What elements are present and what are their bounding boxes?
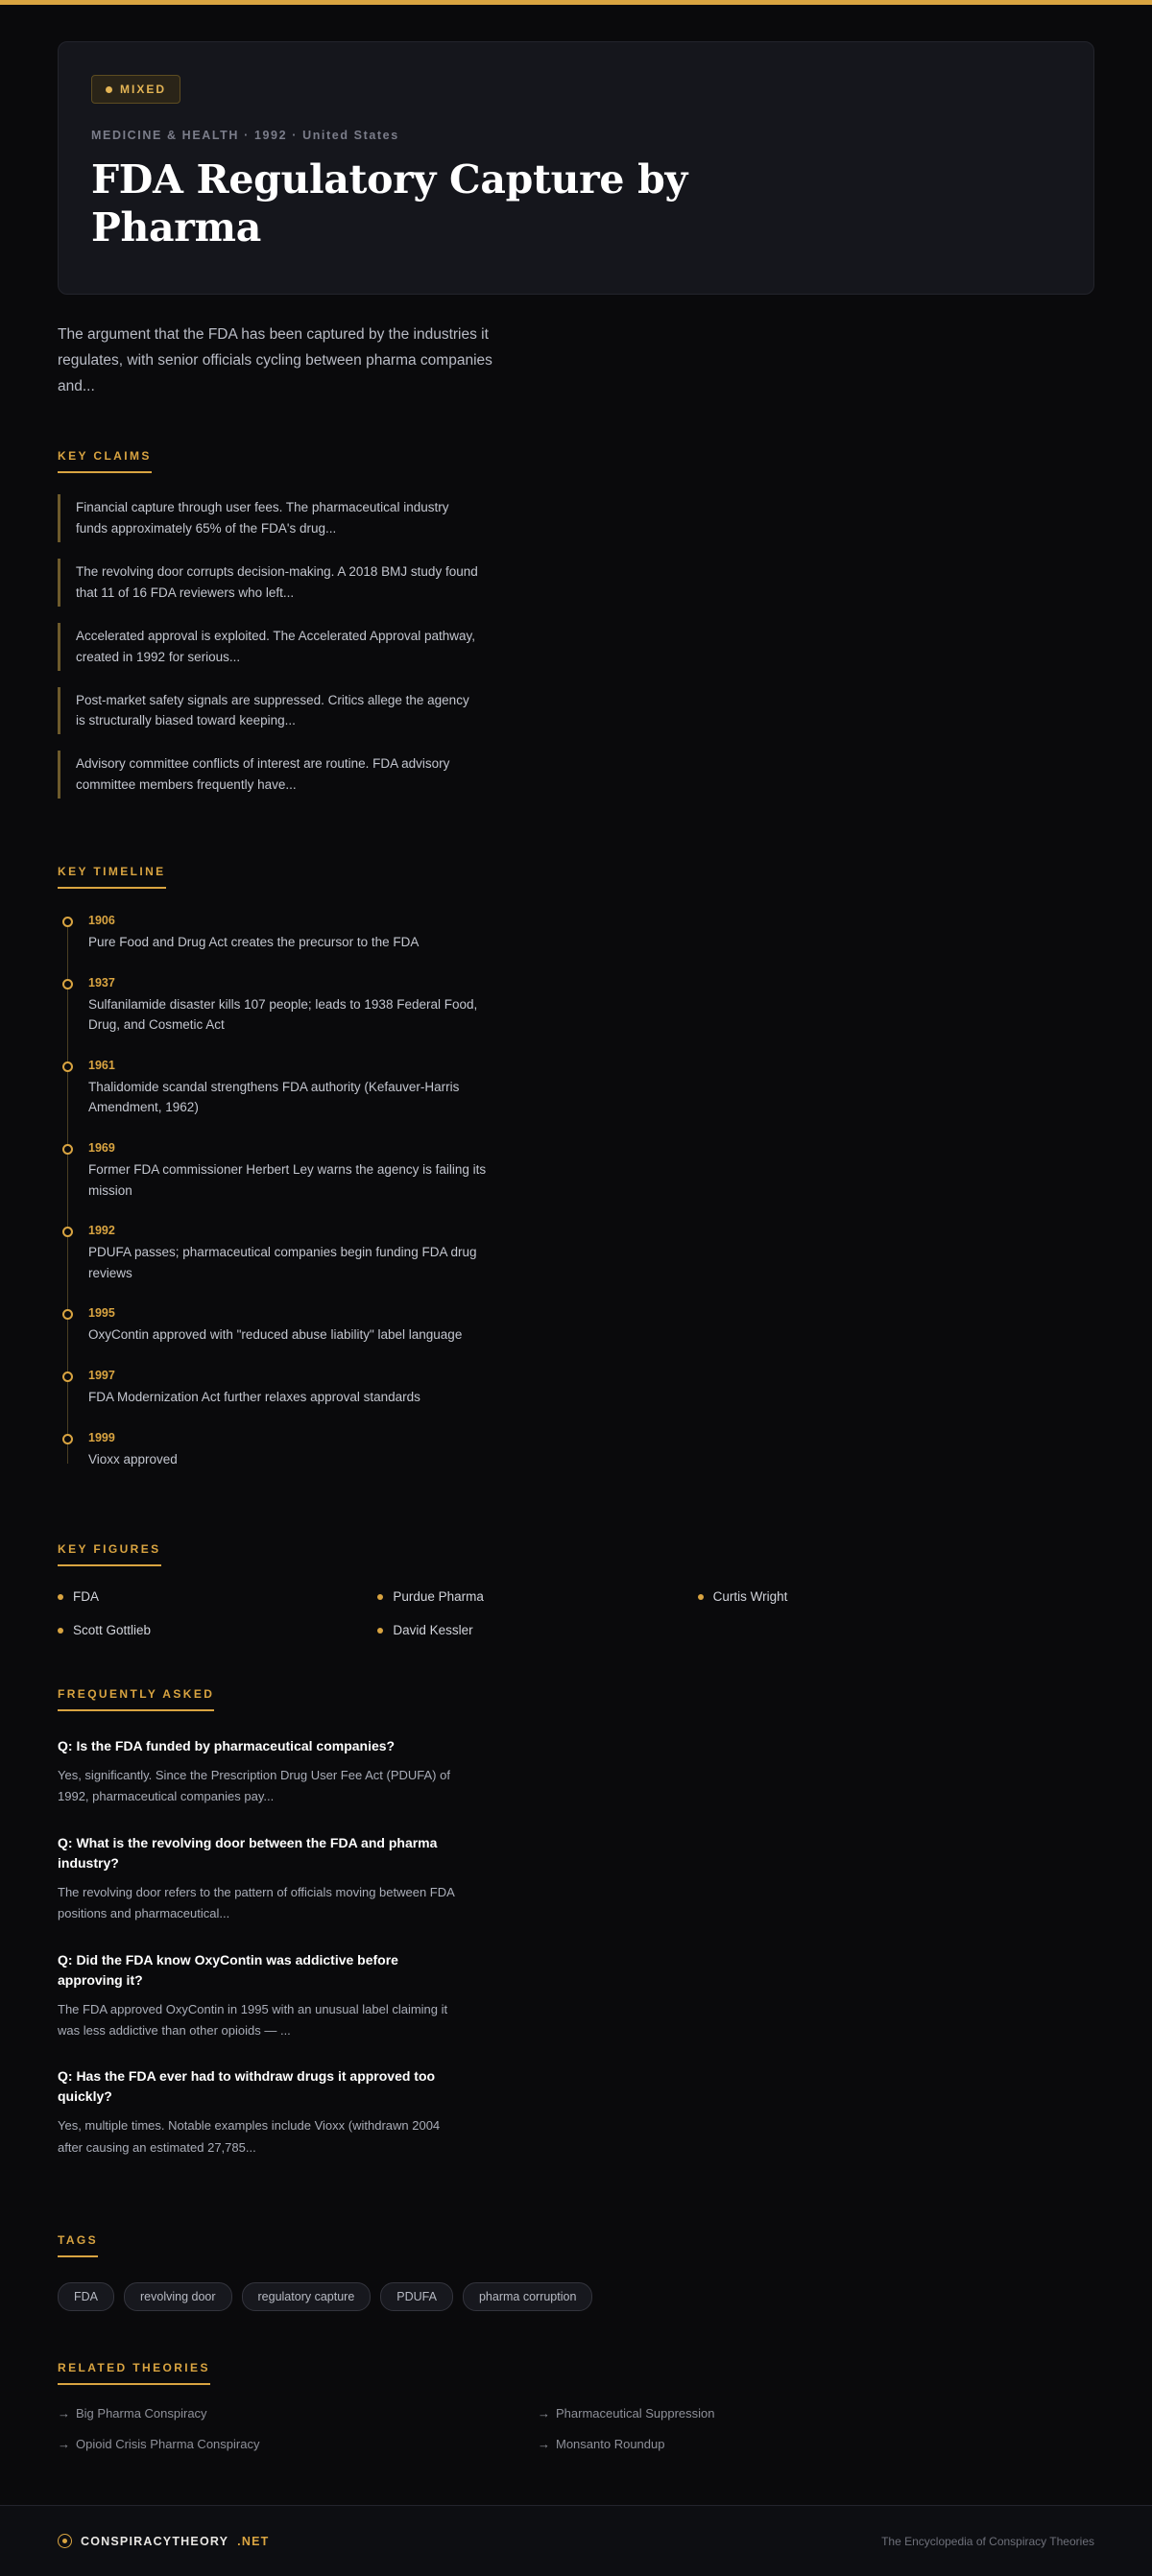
footer-brand-name: CONSPIRACYTHEORY <box>81 2534 229 2548</box>
faq-item <box>58 1833 1094 1925</box>
section-title-faq: FREQUENTLY ASKED <box>58 1687 214 1711</box>
page-content <box>0 41 1152 2451</box>
hero-panel <box>58 41 1094 295</box>
timeline-list <box>58 914 1094 1469</box>
timeline-text: Pure Food and Drug Act creates the precursor to the FDA <box>88 935 420 949</box>
figures-list <box>58 1589 1018 1637</box>
timeline-text: Thalidomide scandal strengthens FDA authority (Kefauver-Harris Amendment, 1962) <box>88 1079 460 1115</box>
timeline-item <box>88 1059 1094 1118</box>
section-faq <box>58 1637 1094 2159</box>
claim-item: Financial capture through user fees. The pharmaceutical industry funds approximately 65% of the FDA's drug... <box>58 494 480 542</box>
tags-list <box>58 2282 1094 2311</box>
bullet-icon <box>377 1594 383 1600</box>
arrow-right-icon: → <box>538 2406 550 2421</box>
figure-label: Scott Gottlieb <box>73 1623 152 1638</box>
section-title-key-timeline: KEY TIMELINE <box>58 865 166 889</box>
timeline-year: 1992 <box>88 1224 115 1238</box>
timeline-item <box>88 914 1094 953</box>
arrow-right-icon: → <box>58 2437 70 2451</box>
bullet-icon <box>698 1594 704 1600</box>
related-link-label: Pharmaceutical Suppression <box>556 2406 715 2421</box>
faq-list <box>58 1736 1094 2159</box>
footer-brand[interactable] <box>58 2534 269 2548</box>
section-title-key-claims: KEY CLAIMS <box>58 449 152 473</box>
related-link-label: Opioid Crisis Pharma Conspiracy <box>76 2437 260 2451</box>
timeline-item <box>88 1306 1094 1346</box>
top-accent-rule <box>0 0 1152 5</box>
faq-answer: The revolving door refers to the pattern of officials moving between FDA positions and pharmaceutical... <box>58 1884 455 1921</box>
timeline-item <box>88 1431 1094 1470</box>
section-related-theories <box>58 2311 1094 2451</box>
status-badge-label: MIXED <box>120 83 167 96</box>
arrow-right-icon: → <box>538 2437 550 2451</box>
status-badge <box>91 75 180 104</box>
timeline-item <box>88 1369 1094 1408</box>
timeline-item <box>88 976 1094 1036</box>
figure-item <box>377 1623 697 1637</box>
timeline-item <box>88 1141 1094 1201</box>
related-link[interactable] <box>58 2406 538 2421</box>
timeline-node-icon <box>62 917 73 927</box>
figure-label: David Kessler <box>393 1623 473 1638</box>
related-link-label: Monsanto Roundup <box>556 2437 665 2451</box>
timeline-node-icon <box>62 1371 73 1382</box>
faq-question: Q: What is the revolving door between the FDA and pharma industry? <box>58 1834 438 1871</box>
summary-text: The argument that the FDA has been captured by the industries it regulates, with senior officials cycling between pharma companies and... <box>58 326 492 395</box>
timeline-node-icon <box>62 979 73 990</box>
timeline-node-icon <box>62 1227 73 1237</box>
timeline-text: Vioxx approved <box>88 1451 178 1467</box>
timeline-text: Sulfanilamide disaster kills 107 people; leads to 1938 Federal Food, Drug, and Cosmetic Act <box>88 996 478 1033</box>
faq-answer: Yes, significantly. Since the Prescription Drug User Fee Act (PDUFA) of 1992, pharmaceutical companies pay... <box>58 1768 450 1804</box>
footer-tagline: The Encyclopedia of Conspiracy Theories <box>881 2534 1094 2548</box>
site-footer <box>0 2505 1152 2576</box>
timeline-text: PDUFA passes; pharmaceutical companies begin funding FDA drug reviews <box>88 1245 477 1280</box>
timeline-text: OxyContin approved with "reduced abuse liability" label language <box>88 1327 463 1343</box>
breadcrumb: MEDICINE & HEALTH · 1992 · United States <box>91 129 399 142</box>
figure-item <box>377 1589 697 1604</box>
figure-label: Purdue Pharma <box>393 1589 484 1605</box>
claim-item: Post-market safety signals are suppressed. Critics allege the agency is structurally biased toward keeping... <box>58 687 480 735</box>
timeline-node-icon <box>62 1434 73 1444</box>
bullet-icon <box>377 1628 383 1634</box>
section-tags <box>58 2183 1094 2311</box>
section-title-key-figures: KEY FIGURES <box>58 1542 161 1566</box>
figure-label: FDA <box>73 1589 99 1605</box>
faq-item <box>58 1736 1094 1808</box>
claims-list <box>58 494 1094 799</box>
timeline-node-icon <box>62 1309 73 1320</box>
bullet-icon <box>58 1594 63 1600</box>
related-link[interactable] <box>538 2406 1018 2421</box>
related-link-label: Big Pharma Conspiracy <box>76 2406 207 2421</box>
faq-item <box>58 1950 1094 2042</box>
timeline-text: Former FDA commissioner Herbert Ley warns the agency is failing its mission <box>88 1161 487 1198</box>
section-title-related-theories: RELATED THEORIES <box>58 2361 210 2385</box>
figure-item <box>58 1589 377 1604</box>
tag-chip[interactable]: FDA <box>58 2282 114 2311</box>
timeline-node-icon <box>62 1144 73 1155</box>
timeline-year: 1995 <box>88 1306 115 1321</box>
timeline-year: 1937 <box>88 975 115 990</box>
related-link[interactable] <box>538 2437 1018 2451</box>
page-title: FDA Regulatory Capture by Pharma <box>91 156 688 251</box>
figure-label: Curtis Wright <box>712 1589 788 1605</box>
footer-brand-tld: .NET <box>237 2534 270 2548</box>
timeline-year: 1999 <box>88 1430 115 1444</box>
section-key-claims <box>58 399 1094 799</box>
bullet-icon <box>58 1628 63 1634</box>
status-dot-icon <box>106 86 112 93</box>
tag-chip[interactable]: revolving door <box>124 2282 232 2311</box>
faq-question: Q: Did the FDA know OxyContin was addictive before approving it? <box>58 1951 398 1988</box>
timeline-node-icon <box>62 1061 73 1072</box>
tag-chip[interactable]: regulatory capture <box>242 2282 372 2311</box>
claim-item: Advisory committee conflicts of interest are routine. FDA advisory committee members frequently have... <box>58 751 480 799</box>
claim-item: Accelerated approval is exploited. The Accelerated Approval pathway, created in 1992 for serious... <box>58 623 480 671</box>
figure-item <box>58 1623 377 1637</box>
faq-question: Q: Has the FDA ever had to withdraw drugs it approved too quickly? <box>58 2068 436 2105</box>
arrow-right-icon: → <box>58 2406 70 2421</box>
section-key-timeline <box>58 815 1094 1469</box>
faq-answer: Yes, multiple times. Notable examples include Vioxx (withdrawn 2004 after causing an estimated 27,785... <box>58 2118 441 2155</box>
timeline-text: FDA Modernization Act further relaxes approval standards <box>88 1389 420 1404</box>
tag-chip[interactable]: PDUFA <box>380 2282 453 2311</box>
claim-item: The revolving door corrupts decision-making. A 2018 BMJ study found that 11 of 16 FDA reviewers who left... <box>58 559 480 607</box>
eye-icon <box>58 2534 72 2548</box>
timeline-year: 1906 <box>88 914 115 927</box>
faq-answer: The FDA approved OxyContin in 1995 with an unusual label claiming it was less addictive than other opioids — ... <box>58 2001 448 2038</box>
timeline-year: 1961 <box>88 1058 115 1072</box>
section-key-figures <box>58 1492 1094 1637</box>
timeline-year: 1969 <box>88 1140 115 1155</box>
tag-chip[interactable]: pharma corruption <box>463 2282 592 2311</box>
timeline-item <box>88 1224 1094 1283</box>
section-title-tags: TAGS <box>58 2233 98 2257</box>
related-link[interactable] <box>58 2437 538 2451</box>
timeline-year: 1997 <box>88 1368 115 1382</box>
faq-question: Q: Is the FDA funded by pharmaceutical companies? <box>58 1738 396 1754</box>
faq-item <box>58 2066 1094 2159</box>
figure-item <box>698 1589 1018 1604</box>
related-list <box>58 2406 1018 2451</box>
